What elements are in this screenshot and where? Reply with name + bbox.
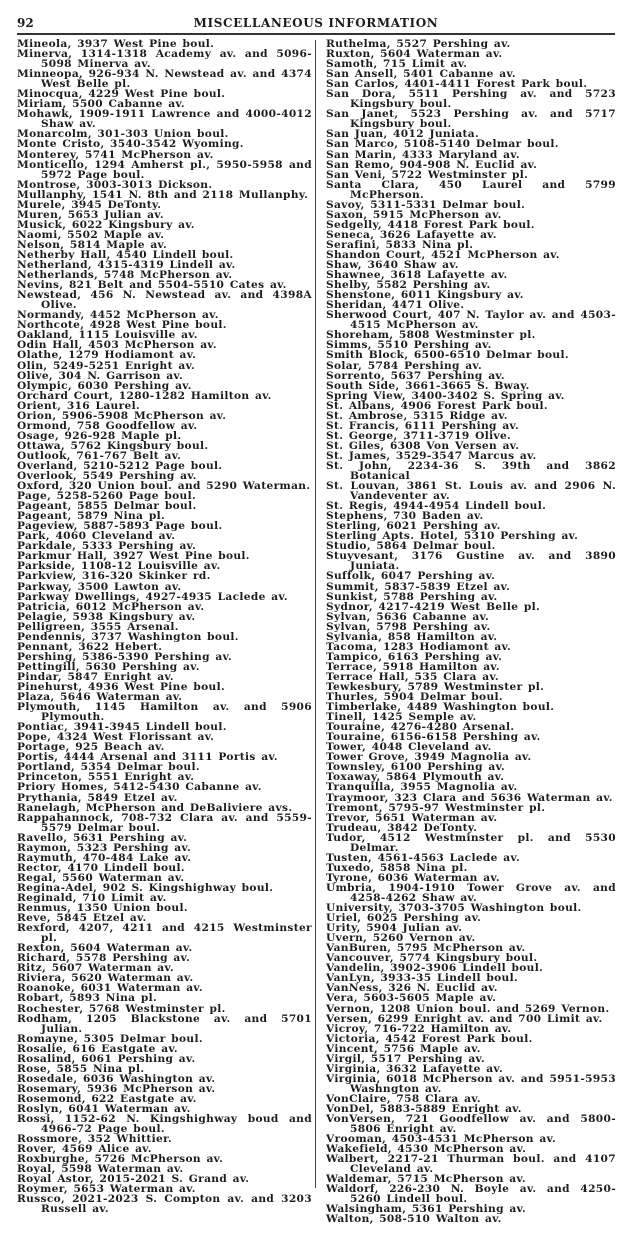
directory-entry: Vincent, 5756 Maple av. xyxy=(326,1042,481,1055)
directory-entry: Summit, 5837-5839 Etzel av. xyxy=(326,580,511,593)
directory-entry: San Juan, 4012 Juniata. xyxy=(326,128,480,141)
directory-entry: Outlook, 761-767 Belt av. xyxy=(17,449,182,462)
directory-entry: Netherby Hall, 4540 Lindell boul. xyxy=(17,248,234,261)
directory-entry: Miriam, 5500 Cabanne av. xyxy=(17,98,185,111)
directory-entry: Monarcolm, 301-303 Union boul. xyxy=(17,128,229,141)
directory-entry: Regina-Adel, 902 S. Kingshighway boul. xyxy=(17,881,274,894)
directory-entry: Reve, 5845 Etzel av. xyxy=(17,912,147,925)
directory-entry: Overlook, 5549 Pershing av. xyxy=(17,470,197,483)
directory-entry: Raymuth, 470-484 Lake av. xyxy=(17,851,192,864)
directory-entry: San Remo, 904-908 N. Euclid av. xyxy=(326,158,538,171)
directory-entry: Traymoor, 323 Clara and 5636 Waterman av. xyxy=(326,791,613,804)
directory-entry: Touraine, 6156-6158 Pershing av. xyxy=(326,731,541,744)
directory-entry: St. Giles, 6308 Von Versen av. xyxy=(326,439,520,452)
directory-entry: Versen, 6299 Enright av. and 700 Limit av. xyxy=(326,1012,603,1025)
directory-entry: Walsingham, 5361 Pershing av. xyxy=(326,1203,527,1216)
directory-entry: VonDel, 5883-5889 Enright av. xyxy=(326,1102,522,1115)
directory-entry: Tuxedo, 5858 Nina pl. xyxy=(326,861,468,874)
page-number: 92 xyxy=(17,16,34,30)
directory-entry: Overland, 5210-5212 Page boul. xyxy=(17,459,223,472)
directory-entry: Monticello, 1294 Amherst pl., 5950-5958 and 5972 Page boul. xyxy=(17,158,312,181)
directory-entry: Studio, 5864 Delmar boul. xyxy=(326,540,496,553)
directory-entry: Pageant, 5855 Delmar boul. xyxy=(17,500,197,513)
directory-entry: Newstead, 456 N. Newstead av. and 4398A Olive. xyxy=(17,289,312,312)
directory-entry: VonClaire, 758 Clara av. xyxy=(326,1092,481,1105)
directory-entry: Rexford, 4207, 4211 and 4215 Westminster pl. xyxy=(17,922,312,945)
directory-entry: Nelson, 5814 Maple av. xyxy=(17,238,168,251)
directory-entry: Vancouver, 5774 Kingsbury boul. xyxy=(326,952,538,965)
directory-entry: San Dora, 5511 Pershing av. and 5723 Kingsbury boul. xyxy=(326,88,616,111)
directory-entry: Page, 5258-5260 Page boul. xyxy=(17,490,196,503)
directory-entry: Rossi, 1152-62 N. Kingshighway boud and 4966-72 Page boul. xyxy=(17,1113,312,1136)
directory-entry: Rover, 4569 Alice av. xyxy=(17,1143,152,1156)
directory-entry: Ritz, 5607 Waterman av. xyxy=(17,962,174,975)
directory-entry: Ranelagh, McPherson and DeBaliviere avs. xyxy=(17,801,293,814)
directory-entry: Tampico, 6163 Pershing av. xyxy=(326,650,503,663)
directory-entry: Roxburghe, 5726 McPherson av. xyxy=(17,1153,224,1166)
directory-entry: Pageant, 5879 Nina pl. xyxy=(17,510,165,523)
directory-entry: San Marin, 4333 Maryland av. xyxy=(326,148,520,161)
directory-entry: Romayne, 5305 Delmar boul. xyxy=(17,1032,203,1045)
directory-entry: Rochester, 5768 Westminster pl. xyxy=(17,1002,226,1015)
directory-entry: Terrace Hall, 535 Clara av. xyxy=(326,670,499,683)
directory-entry: Uvern, 5260 Vernon av. xyxy=(326,932,476,945)
directory-entry: Sterling, 6021 Pershing av. xyxy=(326,520,501,533)
directory-entry: St. Louvan, 3861 St. Louis av. and 2906 N. Vandeventer av. xyxy=(326,480,616,503)
directory-entry: San Carlos, 4401-4411 Forest Park boul. xyxy=(326,78,588,91)
directory-entry: Vera, 5603-5605 Maple av. xyxy=(326,992,497,1005)
directory-entry: Netherland, 4315-4319 Lindell av. xyxy=(17,259,236,272)
directory-entry: Plymouth, 1145 Hamilton av. and 5906 Plymouth. xyxy=(17,701,312,724)
directory-entry: Monte Cristo, 3540-3542 Wyoming. xyxy=(17,138,244,151)
directory-entry: Musick, 6022 Kingsbury av. xyxy=(17,218,195,231)
directory-entry: Vrooman, 4503-4531 McPherson av. xyxy=(326,1133,557,1146)
directory-entry: Netherlands, 5748 McPherson av. xyxy=(17,269,233,282)
directory-entry: VanNess, 326 N. Euclid av. xyxy=(326,982,498,995)
directory-entry: Sterling Apts. Hotel, 5310 Pershing av. xyxy=(326,530,579,543)
directory-entry: Minerva, 1314-1318 Academy av. and 5096-5098 Minerva av. xyxy=(17,48,312,71)
directory-entry: Ormond, 758 Goodfellow av. xyxy=(17,419,198,432)
directory-entry: Smith Block, 6500-6510 Delmar boul. xyxy=(326,349,569,362)
directory-entry: Sydnor, 4217-4219 West Belle pl. xyxy=(326,600,541,613)
directory-entry: Tewkesbury, 5789 Westminster pl. xyxy=(326,681,545,693)
directory-entry: Pinehurst, 4936 West Pine boul. xyxy=(17,681,226,693)
directory-entry: Orchard Court, 1280-1282 Hamilton av. xyxy=(17,389,272,402)
directory-entry: Olive, 304 N. Garrison av. xyxy=(17,369,183,382)
directory-entry: Seneca, 3626 Lafayette av. xyxy=(326,228,497,241)
directory-entry: Mullanphy, 1541 N. 8th and 2118 Mullanphy. xyxy=(17,188,309,201)
directory-entry: Normandy, 4452 McPherson av. xyxy=(17,309,219,322)
directory-entry: Toxaway, 5864 Plymouth av. xyxy=(326,771,505,784)
directory-entry: Montrose, 3003-3013 Dickson. xyxy=(17,178,213,191)
directory-entry: Stuyvesant, 3176 Gustine av. and 3890 Juniata. xyxy=(326,550,616,573)
directory-entry: Plaza, 5646 Waterman av. xyxy=(17,691,183,704)
directory-entry: Patricia, 6012 McPherson av. xyxy=(17,600,205,613)
directory-entry: Oakland, 1115 Louisville av. xyxy=(17,329,198,342)
directory-entry: Riviera, 5620 Waterman av. xyxy=(17,972,194,985)
directory-entry: Walbert, 2217-21 Thurman boul. and 4107 Cleveland av. xyxy=(326,1153,616,1176)
directory-entry: Rodham, 1205 Blackstone av. and 5701 Julian. xyxy=(17,1012,312,1035)
directory-entry: Ravello, 5631 Pershing av. xyxy=(17,831,188,844)
directory-entry: Monterey, 5741 McPherson av. xyxy=(17,148,214,161)
directory-entry: Pershing, 5386-5390 Pershing av. xyxy=(17,650,233,663)
directory-entry: Rosemary, 5936 McPherson av. xyxy=(17,1082,216,1095)
directory-entry: San Marco, 5108-5140 Delmar boul. xyxy=(326,138,559,151)
directory-entry: Virginia, 3632 Lafayette av. xyxy=(326,1062,503,1075)
directory-entry: Pennant, 3622 Hebert. xyxy=(17,640,163,653)
directory-entry: Pageview, 5887-5893 Page boul. xyxy=(17,520,223,533)
directory-entry: Parkway Dwellings, 4927-4935 Laclede av. xyxy=(17,590,288,603)
directory-entry: Priory Homes, 5412-5430 Cabanne av. xyxy=(17,781,262,794)
directory-entry: Olathe, 1279 Hodiamont av. xyxy=(17,349,197,362)
directory-entry: Tranquilla, 3955 Magnolia av. xyxy=(326,781,518,794)
directory-entry: Ruxton, 5604 Waterman av. xyxy=(326,48,503,61)
running-title: MISCELLANEOUS INFORMATION xyxy=(193,16,439,30)
directory-entry: Virgil, 5517 Pershing av. xyxy=(326,1052,486,1065)
directory-entry: Pelagie, 5938 Kingsbury av. xyxy=(17,610,196,623)
directory-entry: Tusten, 4561-4563 Laclede av. xyxy=(326,851,520,864)
directory-entry: Oxford, 320 Union boul. and 5290 Waterman. xyxy=(17,480,311,493)
directory-entry: Ottawa, 5762 Kingsbury boul. xyxy=(17,439,209,452)
directory-entry: Pontiac, 3941-3945 Lindell boul. xyxy=(17,721,227,734)
directory-entry: Minocqua, 4229 West Pine boul. xyxy=(17,88,226,101)
directory-entry: Olympic, 6030 Pershing av. xyxy=(17,379,192,392)
directory-entry: Savoy, 5311-5331 Delmar boul. xyxy=(326,198,526,211)
directory-entry: University, 3703-3705 Washington boul. xyxy=(326,902,582,915)
directory-entry: Shawnee, 3618 Lafayette av. xyxy=(326,269,508,282)
directory-entry: Pindar, 5847 Enright av. xyxy=(17,670,174,683)
directory-entry: Sorrento, 5637 Pershing av. xyxy=(326,369,505,382)
directory-entry: Tudor, 4512 Westminster pl. and 5530 Delmar. xyxy=(326,831,616,854)
directory-entry: Reginald, 710 Limit av. xyxy=(17,891,167,904)
directory-entry: Trudeau, 3842 DeTonty. xyxy=(326,821,478,834)
directory-entry: Santa Clara, 450 Laurel and 5799 McPherson. xyxy=(326,178,616,201)
directory-entry: Orion, 5906-5908 McPherson av. xyxy=(17,409,227,422)
directory-entry: Parkside, 1108-12 Louisville av. xyxy=(17,560,221,573)
directory-entry: South Side, 3661-3665 S. Bway. xyxy=(326,379,530,392)
directory-entry: Vicroy, 716-722 Hamilton av. xyxy=(326,1022,512,1035)
directory-entry: Serafini, 5833 Nina pl. xyxy=(326,238,474,251)
directory-entry: Park, 4060 Cleveland av. xyxy=(17,530,176,543)
directory-entry: Vandelin, 3902-3906 Lindell boul. xyxy=(326,962,544,975)
directory-entry: Mineola, 3937 West Pine boul. xyxy=(17,38,215,50)
directory-entry: Prythania, 5849 Etzel av. xyxy=(17,791,178,804)
directory-entry: Naomi, 5502 Maple av. xyxy=(17,228,165,241)
directory-entry: Stephens, 730 Baden av. xyxy=(326,510,484,523)
directory-entry: Pettingill, 5630 Pershing av. xyxy=(17,660,200,673)
directory-entry: San Veni, 5722 Westminster pl. xyxy=(326,168,529,181)
directory-entry: St. Francis, 6111 Pershing av. xyxy=(326,419,520,432)
directory-entry: Rosalie, 616 Eastgate av. xyxy=(17,1042,178,1055)
directory-entry: Pendennis, 3737 Washington boul. xyxy=(17,630,239,643)
directory-entry: Tower Grove, 3949 Magnolia av. xyxy=(326,751,532,764)
directory-entry: Portis, 4444 Arsenal and 3111 Portis av. xyxy=(17,751,278,764)
directory-entry: San Ansell, 5401 Cabanne av. xyxy=(326,68,516,81)
directory-entry: Parkview, 316-320 Skinker rd. xyxy=(17,570,211,583)
directory-entry: Roslyn, 6041 Waterman av. xyxy=(17,1102,191,1115)
directory-entry: Terrace, 5918 Hamilton av. xyxy=(326,660,500,673)
directory-entry: St. Regis, 4944-4954 Lindell boul. xyxy=(326,500,547,513)
directory-entry: Sedgelly, 4418 Forest Park boul. xyxy=(326,218,535,231)
directory-entry: Portage, 925 Beach av. xyxy=(17,741,165,754)
directory-entry: Rexton, 5604 Waterman av. xyxy=(17,942,193,955)
directory-entry: San Janet, 5523 Pershing av. and 5717 Kingsbury boul. xyxy=(326,108,616,131)
directory-entry: Victoria, 4542 Forest Park boul. xyxy=(326,1032,533,1045)
directory-entry: Royal, 5598 Waterman av. xyxy=(17,1163,184,1176)
directory-entry: Robart, 5893 Nina pl. xyxy=(17,992,158,1005)
directory-entry: Royal Astor, 2015-2021 S. Grand av. xyxy=(17,1173,250,1186)
directory-entry: St. Ambrose, 5315 Ridge av. xyxy=(326,409,508,422)
directory-entry: Uriel, 6025 Pershing av. xyxy=(326,912,482,925)
directory-entry: Parkway, 3500 Lawton av. xyxy=(17,580,182,593)
directory-entry: Muren, 5653 Julian av. xyxy=(17,208,164,221)
directory-entry: Waldorf, 226-230 N. Boyle av. and 4250-5260 Lindell boul. xyxy=(326,1183,616,1206)
directory-entry: St. James, 3529-3547 Marcus av. xyxy=(326,449,537,462)
directory-entry: Tyrone, 6036 Waterman av. xyxy=(326,871,500,884)
directory-entry: St. George, 3711-3719 Olive. xyxy=(326,429,512,442)
directory-entry: Tower, 4048 Cleveland av. xyxy=(326,741,492,754)
directory-entry: Rosemond, 622 Eastgate av. xyxy=(17,1092,197,1105)
directory-entry: Rector, 4170 Lindell boul. xyxy=(17,861,185,874)
directory-entry: Thurles, 5904 Delmar boul. xyxy=(326,691,503,704)
directory-entry: Parkdale, 5333 Pershing av. xyxy=(17,540,197,553)
right-column xyxy=(326,39,616,1225)
directory-entry: Pelligreen, 3555 Arsenal. xyxy=(17,620,179,633)
directory-entry: Roymer, 5653 Waterman av. xyxy=(17,1183,196,1196)
directory-entry: VanLyn, 3933-35 Lindell boul. xyxy=(326,972,519,985)
directory-entry: Renmus, 1350 Union boul. xyxy=(17,902,188,915)
directory-entry: Olin, 5249-5251 Enright av. xyxy=(17,359,196,372)
directory-entry: VonVersen, 721 Goodfellow av. and 5800-5806 Enright av. xyxy=(326,1113,616,1136)
directory-entry: Samoth, 715 Limit av. xyxy=(326,58,468,71)
directory-entry: Urity, 5904 Julian av. xyxy=(326,922,463,935)
directory-entry: Northcote, 4928 West Pine boul. xyxy=(17,319,227,332)
directory-entry: Rossmore, 352 Whittier. xyxy=(17,1133,173,1146)
directory-entry: Shaw, 3640 Shaw av. xyxy=(326,259,459,272)
left-column xyxy=(17,39,312,1214)
directory-entry: Raymon, 5323 Pershing av. xyxy=(17,841,191,854)
directory-entry: Portland, 5354 Delmar boul. xyxy=(17,761,200,774)
directory-entry: Townsley, 6100 Pershing av. xyxy=(326,761,506,774)
directory-entry: Walton, 508-510 Walton av. xyxy=(326,1213,502,1226)
directory-entry: Tacoma, 1283 Hodiamont av. xyxy=(326,640,512,653)
directory-entry: Rosalind, 6061 Pershing av. xyxy=(17,1052,196,1065)
directory-entry: Russco, 2021-2023 S. Compton av. and 3203 Russell av. xyxy=(17,1193,312,1216)
directory-entry: Shandon Court, 4521 McPherson av. xyxy=(326,248,560,261)
directory-entry: Rappahannock, 708-732 Clara av. and 5559-5579 Delmar boul. xyxy=(17,811,312,834)
directory-entry: Sylvania, 858 Hamilton av. xyxy=(326,630,498,643)
directory-entry: Rosedale, 6036 Washington av. xyxy=(17,1072,216,1085)
directory-entry: St. John, 2234-36 S. 39th and 3862 Botanical xyxy=(326,459,616,483)
directory-entry: Shenstone, 6011 Kingsbury av. xyxy=(326,289,524,302)
column-divider xyxy=(315,40,316,1188)
directory-entry: Nevins, 821 Belt and 5504-5510 Cates av. xyxy=(17,279,287,292)
header-rule xyxy=(17,33,615,35)
directory-entry: Sylvan, 5636 Cabanne av. xyxy=(326,610,490,623)
directory-entry: Timberlake, 4489 Washington boul. xyxy=(326,701,555,714)
directory-entry: Osage, 926-928 Maple pl. xyxy=(17,429,182,442)
directory-entry: VanBuren, 5795 McPherson av. xyxy=(326,942,526,955)
directory-entry: Rose, 5855 Nina pl. xyxy=(17,1062,145,1075)
directory-entry: Touraine, 4276-4280 Arsenal. xyxy=(326,721,515,734)
directory-entry: St. Albans, 4906 Forest Park boul. xyxy=(326,399,548,412)
directory-entry: Odin Hall, 4503 McPherson av. xyxy=(17,339,217,352)
directory-entry: Wakefield, 4530 McPherson av. xyxy=(326,1143,527,1156)
directory-entry: Regal, 5560 Waterman av. xyxy=(17,871,185,884)
directory-entry: Ruthelma, 5527 Pershing av. xyxy=(326,38,511,50)
directory-entry: Orient, 316 Laurel. xyxy=(17,399,141,412)
directory-entry: Tinell, 1425 Semple av. xyxy=(326,711,477,724)
directory-entry: Trevor, 5651 Waterman av. xyxy=(326,811,498,824)
directory-entry: Shelby, 5582 Pershing av. xyxy=(326,279,491,292)
directory-entry: Princeton, 5551 Enright av. xyxy=(17,771,195,784)
directory-entry: Mohawk, 1909-1911 Lawrence and 4000-4012 Shaw av. xyxy=(17,108,312,131)
directory-entry: Pope, 4324 West Florissant av. xyxy=(17,731,215,744)
directory-entry: Saxon, 5915 McPherson av. xyxy=(326,208,502,221)
directory-entry: Suffolk, 6047 Pershing av. xyxy=(326,570,496,583)
directory-entry: Waldemar, 5715 McPherson av. xyxy=(326,1173,526,1186)
directory-entry: Sherwood Court, 407 N. Taylor av. and 4503-4515 McPherson av. xyxy=(326,309,616,332)
directory-entry: Murele, 3945 DeTonty. xyxy=(17,198,162,211)
directory-entry: Parkmur Hall, 3927 West Pine boul. xyxy=(17,550,250,563)
directory-entry: Tremont, 5795-97 Westminster pl. xyxy=(326,801,546,814)
directory-entry: Solar, 5784 Pershing av. xyxy=(326,359,482,372)
page-header xyxy=(17,14,615,34)
directory-entry: Vernon, 1208 Union boul. and 5269 Vernon. xyxy=(326,1002,610,1015)
directory-entry: Umbria, 1904-1910 Tower Grove av. and 4258-4262 Shaw av. xyxy=(326,881,616,904)
directory-entry: Minneopa, 926-934 N. Newstead av. and 4374 West Belle pl. xyxy=(17,68,312,91)
directory-entry: Simms, 5510 Pershing av. xyxy=(326,339,492,352)
directory-entry: Richard, 5578 Pershing av. xyxy=(17,952,191,965)
directory-entry: Sheridan, 4471 Olive. xyxy=(326,299,465,312)
directory-entry: Sunkist, 5788 Pershing av. xyxy=(326,590,498,603)
directory-entry: Spring View, 3400-3402 S. Spring av. xyxy=(326,389,565,402)
directory-entry: Sylvan, 5798 Pershing av. xyxy=(326,620,491,633)
directory-entry: Virginia, 6018 McPherson av. and 5951-5953 Washngton av. xyxy=(326,1072,616,1095)
directory-entry: Roanoke, 6031 Waterman av. xyxy=(17,982,203,995)
directory-entry: Shoreham, 5808 Westminster pl. xyxy=(326,329,536,342)
